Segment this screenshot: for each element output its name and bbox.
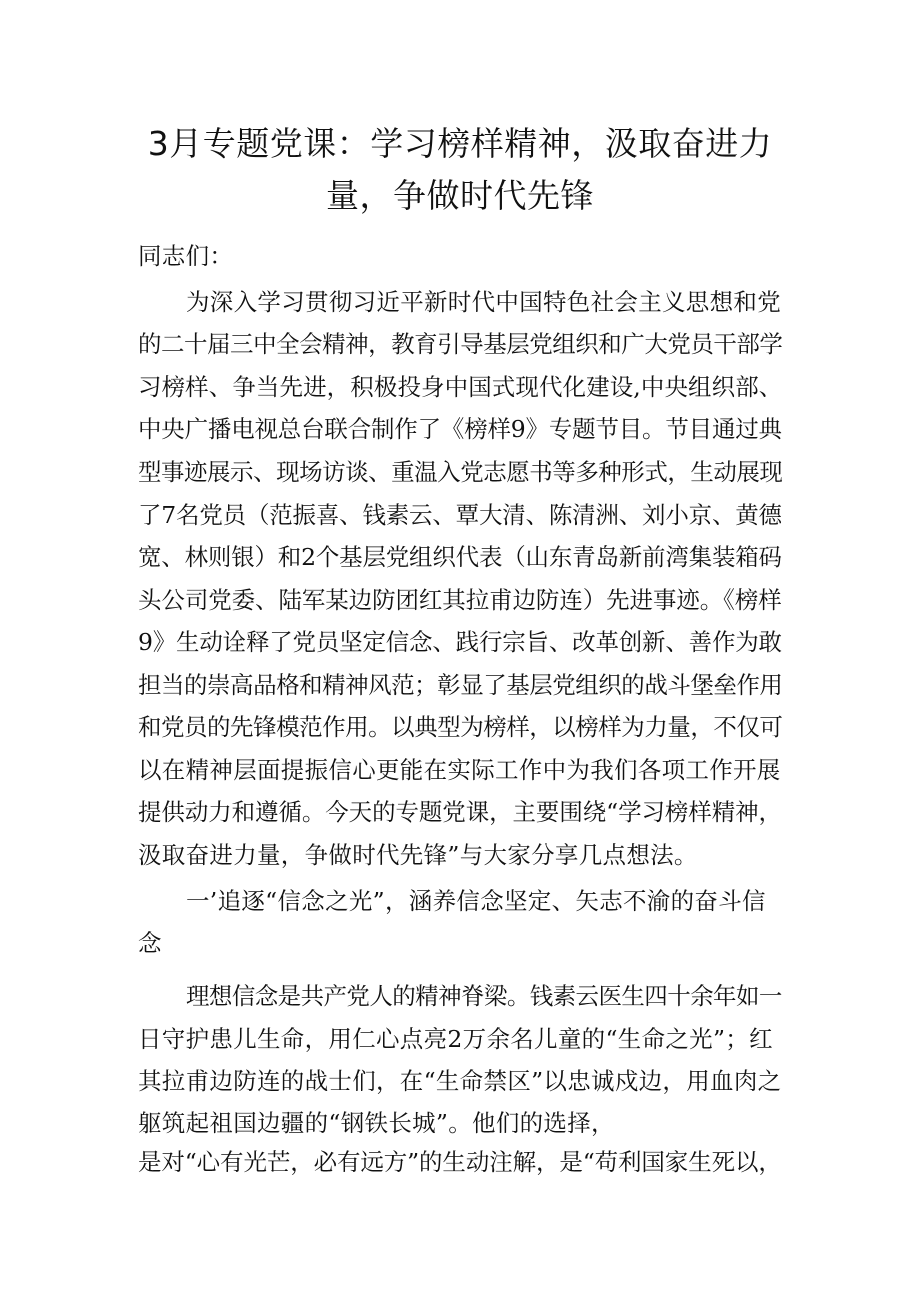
salutation: 同志们： [138,242,234,270]
paragraph-1-line: 汲取奋进力量，争做时代先锋”与大家分享几点想法。 [138,841,698,869]
paragraph-1-line: 型事迹展示、现场访谈、重温入党志愿书等多种形式，生动展现 [138,458,783,486]
paragraph-1-line: 头公司党委、陆军某边防团红其拉甫边防连）先进事迹。《榜样 [138,586,782,614]
paragraph-1-line: 的二十届三中全会精神，教育引导基层党组织和广大党员干部学 [138,330,783,358]
paragraph-1-line: 担当的崇高品格和精神风范；彰显了基层党组织的战斗堡垒作用 [138,671,783,699]
paragraph-1-line: 为深入学习贯彻习近平新时代中国特色社会主义思想和党 [186,288,781,316]
title-line-1: 3月专题党课：学习榜样精神，汲取奋进力 [147,124,773,163]
section-heading-1-line: 念 [138,929,162,957]
document-title [120,118,800,222]
paragraph-2-line: 躯筑起祖国边疆的“钢铁长城”。他们的选择， [138,1109,615,1137]
paragraph-2-line: 其拉甫边防连的战士们，在“生命禁区”以忠诚戍边，用血肉之 [138,1067,782,1095]
paragraph-1-line: 习榜样、争当先进，积极投身中国式现代化建设,中央组织部、 [138,373,783,401]
paragraph-1-line: 了7名党员（范振喜、钱素云、覃大清、陈清洲、刘小京、黄德 [138,501,782,529]
paragraph-1-line: 9》生动诠释了党员坚定信念、践行宗旨、改革创新、善作为敢 [138,628,782,656]
title-line-2: 量，争做时代先锋 [326,176,594,215]
paragraph-1-line: 宽、林则银）和2个基层党组织代表（山东青岛新前湾集装箱码 [138,543,782,571]
paragraph-2-line: 理想信念是共产党人的精神脊梁。钱素云医生四十余年如一 [186,982,782,1010]
section-heading-1-line: 一’追逐“信念之光”，涵养信念坚定、矢志不渝的奋斗信 [186,887,766,915]
paragraph-1-line: 中央广播电视总台联合制作了《榜样9》专题节目。节目通过典 [138,415,782,443]
paragraph-2-line: 是对“心有光芒，必有远方”的生动注解，是“苟利国家生死以， [138,1148,782,1176]
paragraph-1-line: 以在精神层面提振信心更能在实际工作中为我们各项工作开展 [138,756,781,784]
paragraph-2-line: 日守护患儿生命，用仁心点亮2万余名儿童的“生命之光”；红 [138,1025,773,1053]
paragraph-1-line: 提供动力和遵循。今天的专题党课，主要围绕“学习榜样精神， [138,798,782,826]
paragraph-1-line: 和党员的先锋模范作用。以典型为榜样，以榜样为力量，不仅可 [138,713,783,741]
